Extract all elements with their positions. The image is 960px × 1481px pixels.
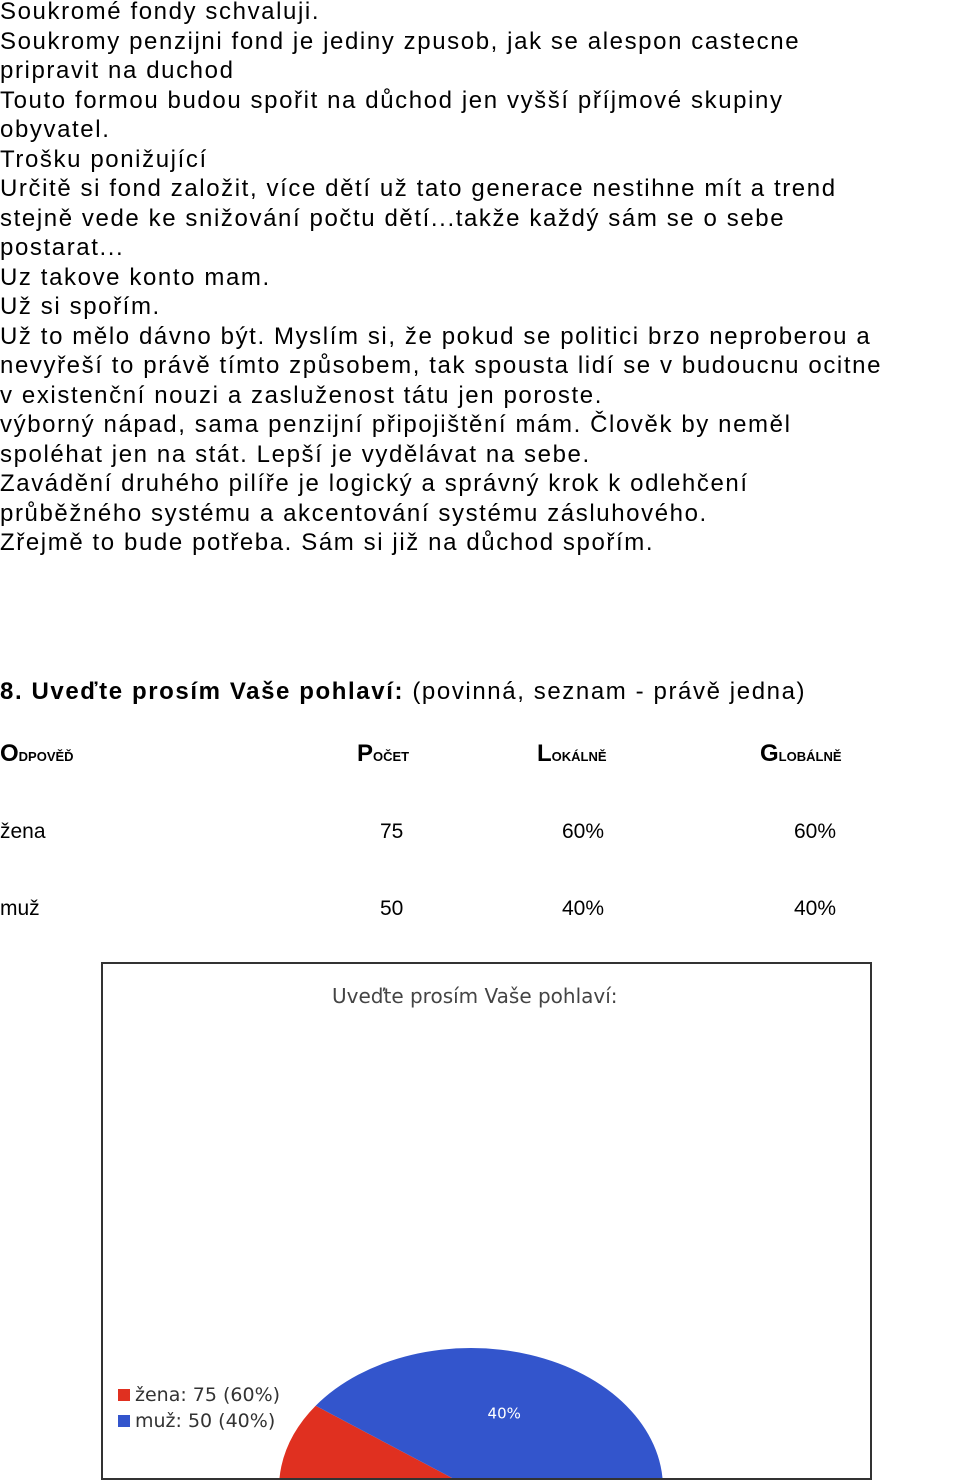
response-line: Soukromy penzijni fond je jediny zpusob, jak se alespon castecne <box>0 27 801 55</box>
chart-title: Uveďte prosím Vaše pohlaví: <box>332 984 618 1008</box>
legend-entry: žena: 75 (60%) <box>135 1384 281 1406</box>
response-line: v existenční nouzi a zasluženost tátu jen poroste. <box>0 381 603 409</box>
pie-chart-frame <box>101 962 872 1480</box>
row-count: 75 <box>380 820 404 843</box>
response-line: průběžného systému a akcentování systému zásluhového. <box>0 499 708 527</box>
table-row <box>0 817 960 847</box>
response-line: Už to mělo dávno být. Myslím si, že pokud se politici brzo neproberou a <box>0 322 872 350</box>
response-line: pripravit na duchod <box>0 57 235 84</box>
row-count: 50 <box>380 897 404 920</box>
response-line: Zřejmě to bude potřeba. Sám si již na důchod spořím. <box>0 529 655 556</box>
legend-entry: muž: 50 (40%) <box>135 1410 276 1432</box>
row-global: 60% <box>794 820 837 843</box>
question-label: 8. Uveďte prosím Vaše pohlaví: <box>0 678 405 705</box>
pie-chart <box>103 964 870 1478</box>
response-line: Uz takove konto mam. <box>0 263 271 291</box>
row-local: 60% <box>562 820 605 843</box>
response-line: Určitě si fond založit, více dětí už tato generace nestihne mít a trend <box>0 175 837 202</box>
row-answer: muž <box>0 897 40 920</box>
row-answer: žena <box>0 820 46 843</box>
header-global: Globálně <box>760 740 842 767</box>
response-line: Už si spořím. <box>0 293 161 320</box>
response-line: Zavádění druhého pilíře je logický a správný krok k odlehčení <box>0 470 749 497</box>
pie-slice-label: 40% <box>487 1404 521 1423</box>
response-line: postarat... <box>0 234 125 261</box>
response-line: nevyřeší to právě tímto způsobem, tak spousta lidí se v budoucnu ocitne <box>0 352 883 379</box>
row-global: 40% <box>794 897 837 920</box>
question-heading <box>0 676 806 708</box>
header-answer: Odpověď <box>0 740 74 767</box>
question-note: (povinná, seznam - právě jedna) <box>412 678 807 705</box>
response-line: spoléhat jen na stát. Lepší je vydělávat na sebe. <box>0 440 591 468</box>
table-row <box>0 894 960 924</box>
response-line: výborný nápad, sama penzijní připojištění mám. Člověk by neměl <box>0 411 792 438</box>
legend-swatch <box>118 1389 130 1401</box>
table-header <box>0 738 960 770</box>
legend-swatch <box>118 1415 130 1427</box>
response-line: Touto formou budou spořit na důchod jen vyšší příjmové skupiny <box>0 86 784 114</box>
response-line: obyvatel. <box>0 116 111 143</box>
response-line: stejně vede ke snižování počtu dětí...takže každý sám se o sebe <box>0 204 786 232</box>
response-line: Soukromé fondy schvaluji. <box>0 0 321 25</box>
response-line: Trošku ponižující <box>0 145 208 173</box>
header-count: Počet <box>357 740 410 767</box>
row-local: 40% <box>562 897 605 920</box>
header-local: Lokálně <box>537 740 607 767</box>
